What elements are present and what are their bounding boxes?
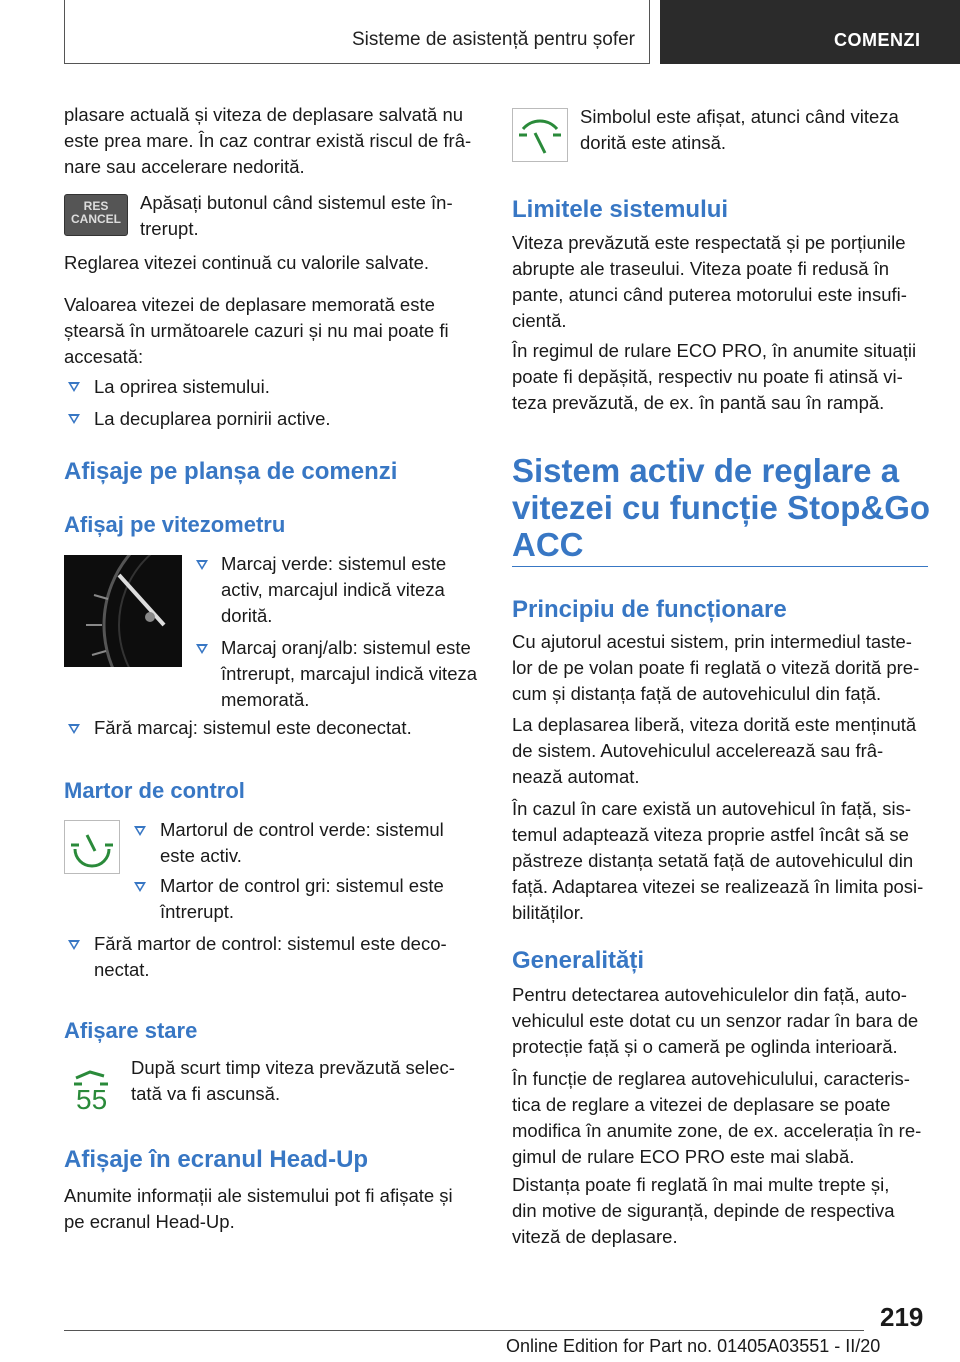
text-line: trerupt. — [140, 218, 199, 239]
intro-paragraph — [64, 102, 484, 180]
text-line: nectat. — [94, 959, 150, 980]
footer-divider — [64, 1330, 864, 1331]
principle-paragraph-3 — [512, 796, 932, 926]
text-line: este prea mare. În caz contrar există riscul de frâ- — [64, 130, 472, 151]
text-line: Fără martor de control: sistemul este deco- — [94, 933, 447, 954]
limits-paragraph-2 — [512, 338, 932, 416]
set-speed-55-icon — [64, 1062, 120, 1120]
bullet-triangle-icon — [68, 724, 80, 734]
symbol-description — [580, 104, 930, 156]
text-line: Apăsați butonul când sistemul este în- — [140, 192, 453, 213]
text-line: Cu ajutorul acestui sistem, prin intermediul taste- — [512, 631, 912, 652]
text-line: activ, marcajul indică viteza — [221, 579, 445, 600]
heading-status-display: Afișare stare — [64, 1018, 198, 1043]
limits-paragraph-1 — [512, 230, 932, 334]
speedometer-image — [64, 555, 182, 667]
speedo-none-item: Fără marcaj: sistemul este deconectat. — [94, 717, 412, 738]
general-paragraph-2 — [512, 1066, 932, 1170]
text-line: cum și distanța față de autovehiculul din față. — [512, 683, 882, 704]
text-line: din motive de siguranță, depinde de respectiva — [512, 1200, 895, 1221]
main-title — [512, 452, 932, 563]
memory-paragraph — [64, 292, 484, 370]
res-description — [140, 190, 480, 242]
bullet-item: La decuplarea pornirii active. — [94, 408, 331, 429]
text-line: modifica în anumite zone, de ex. accelerația în re- — [512, 1120, 922, 1141]
text-line: Pentru detectarea autovehiculelor din față, auto- — [512, 984, 907, 1005]
text-line: plasare actuală și viteza de deplasare salvată nu — [64, 104, 464, 125]
text-line: Marcaj oranj/alb: sistemul este — [221, 637, 471, 658]
resume-text: Reglarea vitezei continuă cu valorile salvate. — [64, 252, 430, 273]
heading-general: Generalități — [512, 947, 645, 974]
text-line: Distanța poate fi reglată în mai multe trepte și, — [512, 1174, 890, 1195]
bullet-item: La oprirea sistemului. — [94, 376, 270, 397]
title-line: ACC — [512, 526, 584, 563]
title-divider — [512, 566, 928, 567]
bullet-triangle-icon — [68, 382, 80, 392]
bullet-triangle-icon — [68, 414, 80, 424]
text-line: Martor de control gri: sistemul este — [160, 875, 444, 896]
speed-reached-symbol-icon — [512, 108, 568, 162]
text-line: În regimul de rulare ECO PRO, în anumite situații — [512, 340, 917, 361]
general-paragraph-1 — [512, 982, 932, 1060]
text-line: dorită este atinsă. — [580, 132, 727, 153]
principle-paragraph-1 — [512, 629, 932, 707]
text-line: viteză de deplasare. — [512, 1226, 678, 1247]
heading-system-limits: Limitele sistemului — [512, 196, 729, 223]
header-section-box — [64, 0, 650, 64]
text-line: Valoarea vitezei de deplasare memorată este — [64, 294, 435, 315]
footer-edition: Online Edition for Part no. 01405A03551 - II/20 — [506, 1336, 881, 1356]
text-line: este activ. — [160, 845, 242, 866]
control-item-green — [160, 817, 480, 869]
heading-speedometer: Afișaj pe vitezometru — [64, 512, 286, 537]
control-item-gray — [160, 873, 480, 925]
hud-description — [64, 1183, 484, 1235]
bullet-triangle-icon — [196, 644, 208, 654]
text-line: tica de reglare a vitezei de deplasare se poate — [512, 1094, 891, 1115]
header-chapter-title: COMENZI — [834, 30, 921, 50]
text-line: După scurt timp viteza prevăzută selec- — [131, 1057, 455, 1078]
text-line: gimul de rulare ECO PRO este mai slabă. — [512, 1146, 855, 1167]
text-line: lor de pe volan poate fi reglată o viteză dorită pre- — [512, 657, 920, 678]
text-line: nare sau accelerare nedorită. — [64, 156, 305, 177]
heading-operating-principle: Principiu de funcționare — [512, 596, 787, 623]
text-line: În cazul în care există un autovehicul în față, sis- — [512, 798, 911, 819]
text-line: Viteza prevăzută este respectată și pe porțiunile — [512, 232, 906, 253]
heading-headup-display: Afișaje în ecranul Head-Up — [64, 1146, 369, 1173]
text-line: abrupte ale traseului. Viteza poate fi redusă în — [512, 258, 890, 279]
text-line: cientă. — [512, 310, 567, 331]
text-line: dorită. — [221, 605, 273, 626]
text-line: bilităților. — [512, 902, 584, 923]
text-line: întrerupt, marcajul indică viteza — [221, 663, 478, 684]
text-line: protecție față și o cameră pe oglinda interioară. — [512, 1036, 898, 1057]
res-label: RES — [83, 199, 109, 213]
text-line: poate fi depășită, respectiv nu poate fi atinsă vi- — [512, 366, 903, 387]
text-line: La deplasarea liberă, viteza dorită este menținută — [512, 714, 917, 735]
control-none-item — [94, 931, 484, 983]
status-value: 55 — [76, 1084, 108, 1115]
title-line: vitezei cu funcție Stop&Go — [512, 489, 931, 526]
heading-control-indicator: Martor de control — [64, 778, 245, 803]
text-line: Marcaj verde: sistemul este — [221, 553, 447, 574]
status-description — [131, 1055, 481, 1107]
text-line: întrerupt. — [160, 901, 235, 922]
cancel-label: CANCEL — [71, 212, 121, 226]
general-paragraph-3 — [512, 1172, 932, 1250]
text-line: memorată. — [221, 689, 310, 710]
text-line: În funcție de reglarea autovehiculului, caracteris- — [512, 1068, 910, 1089]
page-number: 219 — [880, 1302, 924, 1332]
bullet-triangle-icon — [68, 940, 80, 950]
text-line: Anumite informații ale sistemului pot fi afișate și — [64, 1185, 453, 1206]
speedo-item-green — [221, 551, 481, 629]
principle-paragraph-2 — [512, 712, 932, 790]
speedo-item-orange — [221, 635, 483, 713]
text-line: Martorul de control verde: sistemul — [160, 819, 444, 840]
indicator-lamp-green-icon — [64, 820, 120, 874]
bullet-triangle-icon — [196, 560, 208, 570]
bullet-triangle-icon — [134, 882, 146, 892]
text-line: ștearsă în următoarele cazuri și nu mai poate fi — [64, 320, 449, 341]
bullet-triangle-icon — [134, 826, 146, 836]
text-line: tată va fi ascunsă. — [131, 1083, 281, 1104]
text-line: nează automat. — [512, 766, 640, 787]
heading-instrument-displays: Afișaje pe planșa de comenzi — [64, 458, 398, 485]
text-line: față. Adaptarea vitezei se realizează în limita posi- — [512, 876, 924, 897]
text-line: pe ecranul Head-Up. — [64, 1211, 235, 1232]
text-line: accesată: — [64, 346, 144, 367]
text-line: temul adaptează viteza proprie astfel încât să se — [512, 824, 909, 845]
text-line: păstreze distanța setată față de autovehiculul din — [512, 850, 914, 871]
title-line: Sistem activ de reglare a — [512, 452, 900, 489]
header-section-title: Sisteme de asistență pentru șofer — [351, 29, 635, 50]
text-line: de sistem. Autovehiculul accelerează sau frâ- — [512, 740, 884, 761]
text-line: vehiculul este dotat cu un senzor radar în bara de — [512, 1010, 919, 1031]
res-cancel-button-icon — [64, 194, 128, 236]
text-line: pante, atunci când puterea motorului este insufi- — [512, 284, 907, 305]
text-line: teza prevăzută, de ex. în pantă sau în rampă. — [512, 392, 885, 413]
text-line: Simbolul este afișat, atunci când viteza — [580, 106, 899, 127]
